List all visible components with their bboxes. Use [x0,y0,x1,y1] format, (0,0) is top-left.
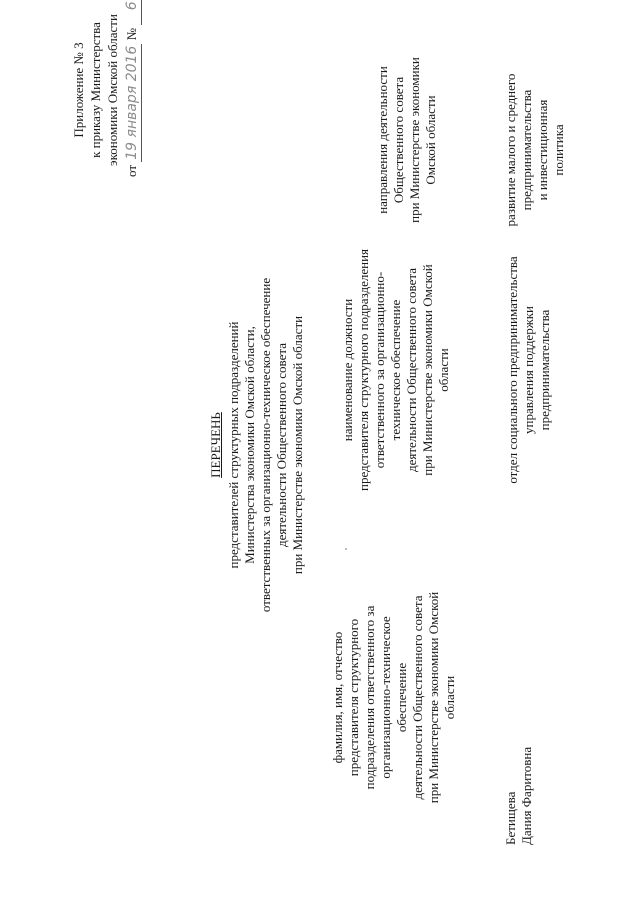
title-line: при Министерстве экономики Омской области [290,315,305,575]
appendix-number: Приложение № 3 [71,42,86,138]
stray-dot [345,548,347,550]
title-line: Министерства экономики Омской области, [242,326,257,564]
column-header-name: фамилия, имя, отчество представителя структурного подразделения ответственного за организационно-техническое обеспечение деятельности Общественного совета при Министерстве экономики Омской области [330,591,457,804]
handwritten-number: 6 [124,0,142,25]
table-row-direction: развитие малого и среднего предпринимательства и инвестиционная политика [503,73,566,227]
appendix-date-row [123,1,142,177]
document-title [208,135,306,755]
appendix-ministry: экономики Омской области [105,14,120,166]
title-heading: ПЕРЕЧЕНЬ [208,412,223,478]
column-header-position: наименование должности представителя структурного подразделения ответственного за организационно- техническое обеспечение деятельности Общественного совета при Министерстве экономики Омской области [340,248,451,492]
column-header-direction: направления деятельности Общественного совета при Министерстве экономики Омской области [375,57,438,223]
title-line: ответственных за организационно-техническое обеспечение [258,277,273,613]
title-line: представителей структурных подразделений [226,321,241,569]
number-label: № [124,28,139,41]
handwritten-date: 19 января 2016 [124,45,140,160]
appendix-order-ref: к приказу Министерства [88,22,103,158]
from-label: от [124,164,139,177]
title-line: деятельности Общественного совета [274,343,289,547]
table-row-name: Бетищева Дания Фаритовна [503,746,534,845]
appendix-note [70,1,142,177]
table-row-department: отдел социального предпринимательства управления поддержки предпринимательства [505,256,552,484]
